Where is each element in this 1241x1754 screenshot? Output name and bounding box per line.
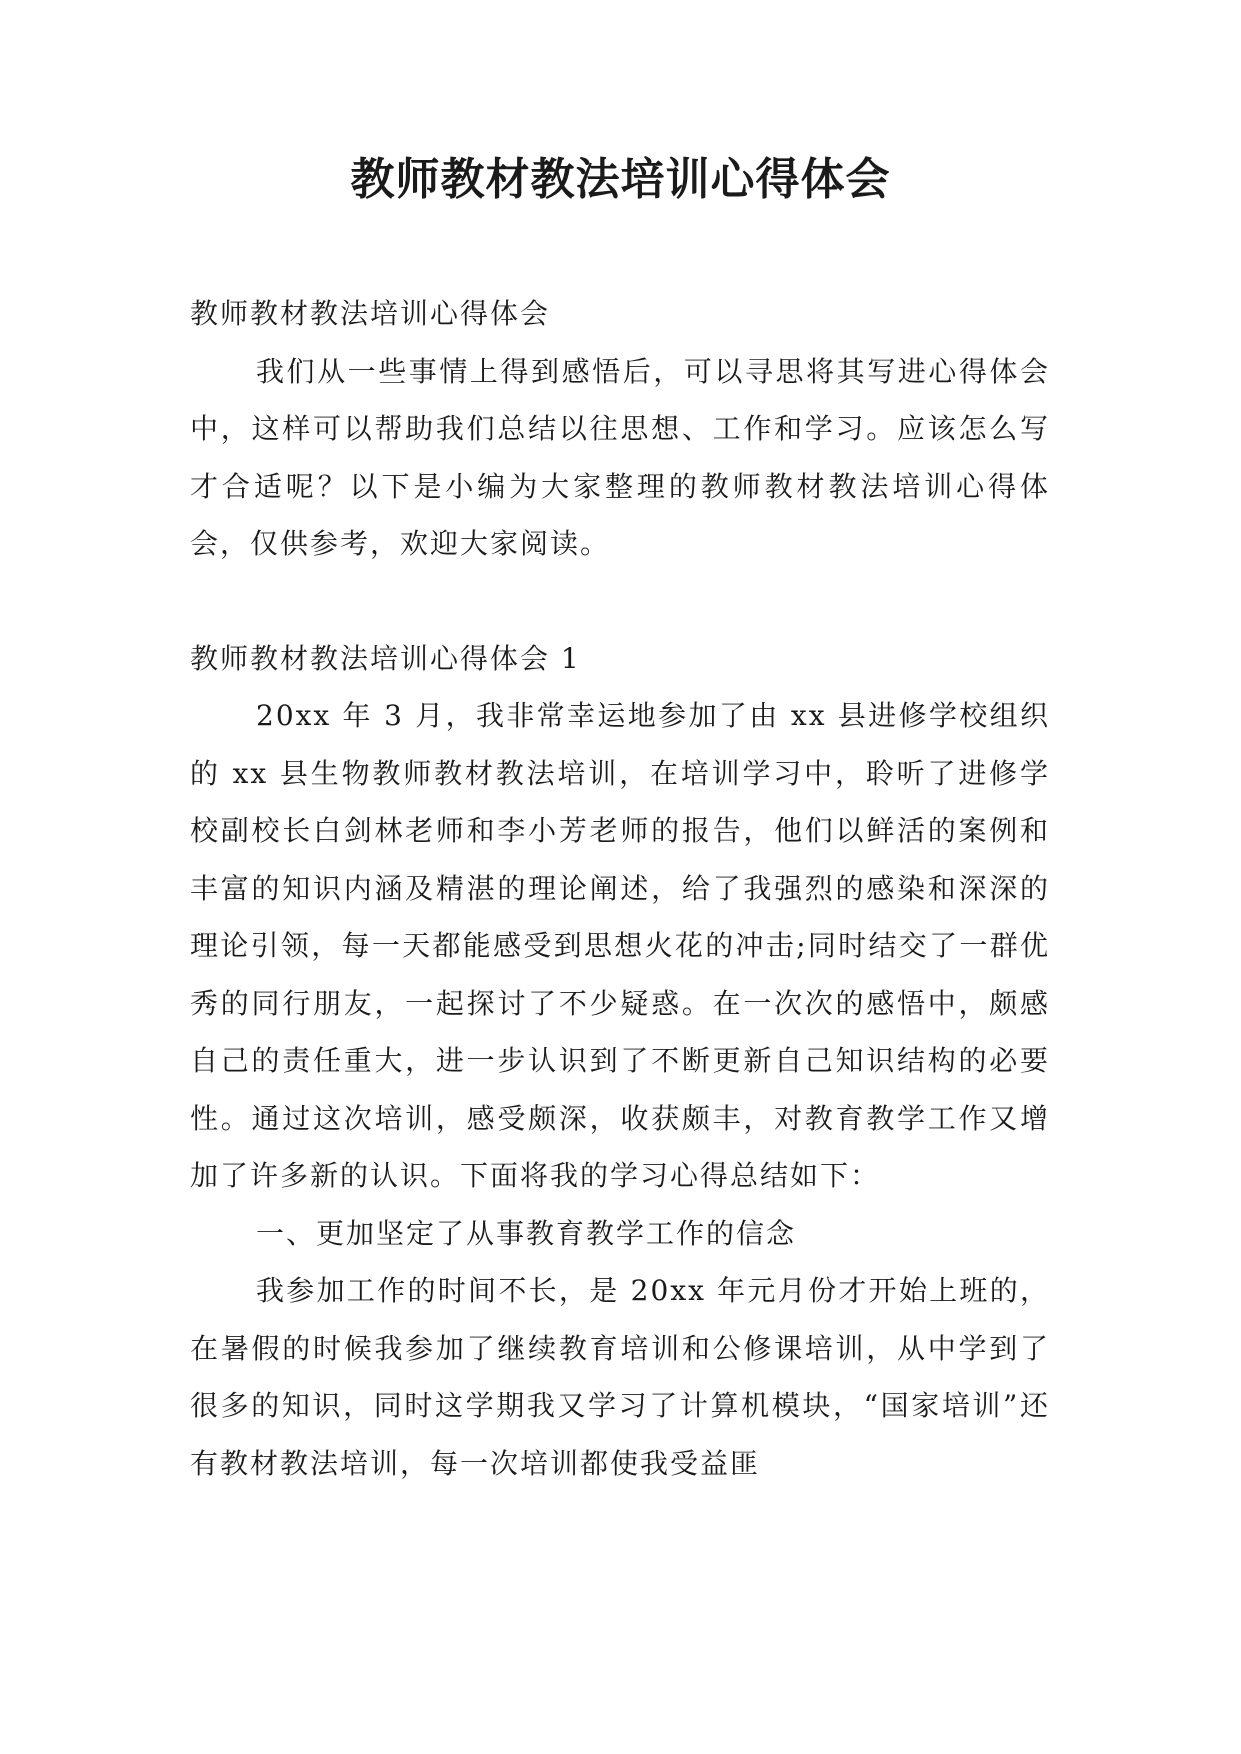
section-heading: 教师教材教法培训心得体会 1 <box>190 641 581 675</box>
subsection-heading: 一、更加坚定了从事教育教学工作的信念 <box>256 1216 797 1250</box>
document-title: 教师教材教法培训心得体会 <box>350 154 891 205</box>
subtitle-paragraph: 教师教材教法培训心得体会 <box>190 297 551 330</box>
body-paragraph: 20xx 年 3 月，我非常幸运地参加了由 xx 县进修学校组织的 xx 县生物教师教材教法培训，在培训学习中，聆听了进修学校副校长白剑林老师和李小芳老师的报告，他们以鲜活的案例和丰富的知识内涵及精湛的理论阐述，给了我强烈的感染和深深的理论引领，每一天都能感受到思想火花的冲击;同时结交了一群优秀的同行朋友，一起探讨了不少疑惑。在一次次的感悟中，颇感自己的责任重大，进一步认识到了不断更新自己知识结构的必要性。通过这次培训，感受颇深，收获颇丰，对教育教学工作又增加了许多新的认识。下面将我的学习心得总结如下： <box>190 699 1050 1192</box>
intro-paragraph: 我们从一些事情上得到感悟后，可以寻思将其写进心得体会中，这样可以帮助我们总结以往思想、工作和学习。应该怎么写才合适呢？以下是小编为大家整理的教师教材教法培训心得体会，仅供参考，欢迎大家阅读。 <box>190 354 1050 560</box>
document-body <box>190 285 1050 1492</box>
body-paragraph: 我参加工作的时间不长，是 20xx 年元月份才开始上班的，在暑假的时候我参加了继续教育培训和公修课培训，从中学到了很多的知识，同时这学期我又学习了计算机模块，“国家培训”还有教材教法培训，每一次培训都使我受益匪 <box>190 1274 1050 1480</box>
